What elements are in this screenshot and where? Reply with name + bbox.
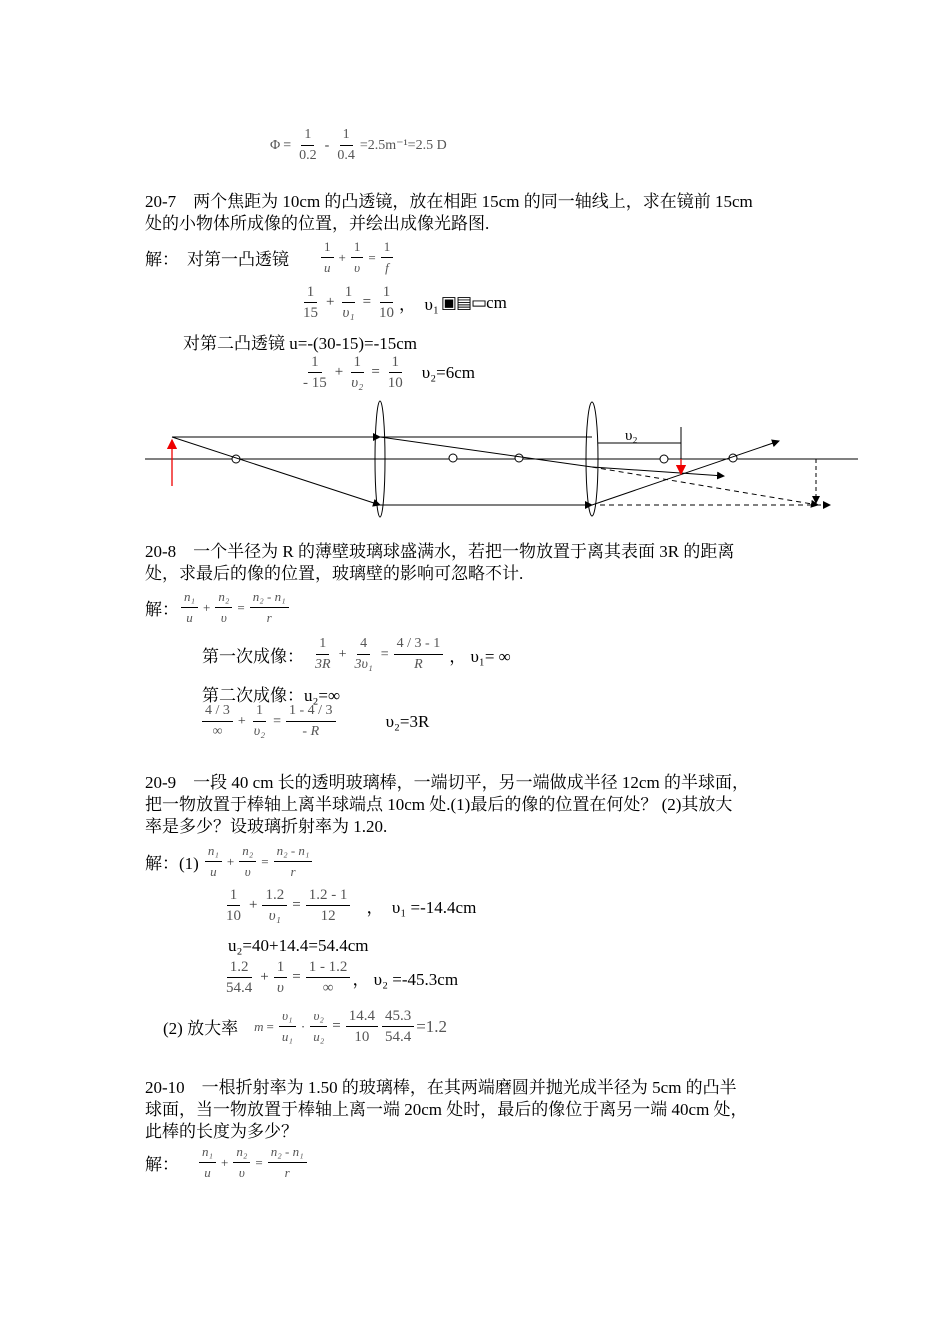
result: =1.2	[416, 1016, 448, 1036]
step-label: 对第一凸透镜	[187, 250, 289, 269]
step-label: 对第二凸透镜 u=-(30-15)=-15cm	[183, 334, 417, 353]
solution-label: 解：	[145, 600, 179, 619]
fraction: $\frac{1}{0.4}$	[337, 127, 355, 163]
result: ， υ₁ =-14.4cm	[366, 898, 477, 917]
solution-label: 解：(1)	[145, 854, 199, 873]
equation-row: $\frac{1}{- 15}$ + $\frac{1}{\text{υ₂}}$ = $\frac{1}{10}$ υ₂=6cm	[303, 354, 475, 391]
solution-row: 解：(1) $\frac{\text{n₁}}{u}$ + $\frac{\text{n₂}}{\upsilon}$ = $\frac{\text{n₂ - n₁}}{r}$	[145, 842, 314, 881]
problem-text: 处，求最后的像的位置，玻璃壁的影响可忽略不计.	[145, 564, 524, 583]
problem-text: 20-7 两个焦距为 10cm 的凸透镜，放在相距 15cm 的同一轴线上，求在镜前 15cm	[145, 192, 753, 211]
ray	[380, 437, 592, 467]
solution-row	[145, 238, 395, 277]
result: =2.5m⁻¹=2.5 D	[359, 138, 447, 153]
phi-symbol: Φ	[270, 137, 281, 153]
focal-point	[515, 454, 523, 462]
focal-point	[660, 455, 668, 463]
minus: -	[324, 137, 330, 153]
ray-diagram	[0, 395, 950, 525]
result: ， υ₁	[399, 295, 439, 314]
result: υ₂=3R	[385, 711, 430, 731]
problem-text: 20-10 一根折射率为 1.50 的玻璃棒，在其两端磨圆并抛光成半径为 5cm 的凸半	[145, 1078, 737, 1097]
phi-equation	[270, 126, 447, 165]
equation-row: $\frac{1.2}{54.4}$ + $\frac{1}{\upsilon}$ = $\frac{1 - 1.2}{\infty}$ ， υ₂ =-45.3cm	[226, 959, 459, 996]
ray	[592, 441, 779, 505]
result-unit: cm	[486, 292, 507, 312]
equation-row: 第一次成像： $\frac{1}{3R}$ + $\frac{4}{\text{3υ₁}}$ = $\frac{4 / 3 - 1}{R}$ ， υ₁= ∞	[202, 636, 511, 672]
ray	[172, 437, 380, 505]
equals: =	[283, 137, 292, 153]
garbled-glyphs: ▣▤▭	[440, 292, 487, 312]
problem-text: 球面，当一物放置于棒轴上离一端 20cm 处时，最后的像位于离另一端 40cm 处，	[145, 1100, 748, 1119]
problem-text: 把一物放置于棒轴上离半球端点 10cm 处.(1)最后的像的位置在何处？ (2)其放大	[145, 795, 733, 814]
solution-row: 解： $\frac{\text{n₁}}{u}$ + $\frac{\text{n₂}}{\upsilon}$ = $\frac{\text{n₂ - n₁}}{r}$	[145, 1143, 309, 1182]
fraction: $\frac{1}{0.2}$	[299, 127, 317, 163]
result: υ₂=6cm	[421, 362, 475, 382]
solution-label: 解：	[145, 250, 179, 269]
step-text: u₂=40+14.4=54.4cm	[228, 936, 369, 955]
problem-text: 20-9 一段 40 cm 长的透明玻璃棒，一端切平，另一端做成半径 12cm 的半球面，	[145, 773, 749, 792]
problem-20-8	[145, 541, 815, 585]
problem-20-10	[145, 1077, 815, 1143]
step-label: 第二次成像：u₂=∞	[202, 686, 341, 705]
problem-text: 此棒的长度为多少？	[145, 1122, 298, 1141]
virtual-ray	[592, 467, 818, 505]
result: ， υ₁= ∞	[449, 647, 511, 666]
problem-text: 处的小物体所成像的位置，并绘出成像光路图.	[145, 214, 490, 233]
focal-point	[449, 454, 457, 462]
result: ， υ₂ =-45.3cm	[352, 970, 459, 989]
equation-row: $\frac{1}{15}$ + $\frac{1}{\text{υ₁}}$ = $\frac{1}{10}$ ， υ₁ ▣▤▭ cm	[303, 284, 507, 321]
v2-label: υ₂	[625, 428, 638, 444]
step-label: (2) 放大率	[163, 1019, 239, 1038]
equation-row: $\frac{1}{10}$ + $\frac{1.2}{\text{υ₁}}$ = $\frac{1.2 - 1}{12}$ ， υ₁ =-14.4cm	[226, 887, 477, 924]
equation-row: $\frac{4 / 3}{\infty}$ + $\frac{1}{\text{υ₂}}$ = $\frac{1 - 4 / 3}{- R}$ υ₂=3R	[200, 702, 429, 741]
solution-row: 解： $\frac{\text{n₁}}{u}$ + $\frac{\text{n₂}}{\upsilon}$ = $\frac{\text{n₂ - n₁}}{r}$	[145, 588, 291, 627]
magnification-row: (2) 放大率 m = $\frac{\text{υ₁}}{\text{u₁}}$ · $\frac{\text{υ₂}}{\text{u₂}}$ = $\frac{14.4}{10}$ $\frac{45.3}{54.4}$ =1.2	[163, 1008, 448, 1045]
step-label: 第一次成像：	[202, 647, 304, 666]
problem-text: 20-8 一个半径为 R 的薄壁玻璃球盛满水，若把一物放置于离其表面 3R 的距离	[145, 542, 735, 561]
problem-20-7	[145, 191, 815, 235]
ray	[592, 467, 724, 476]
problem-text: 率是多少？设玻璃折射率为 1.20.	[145, 817, 388, 836]
problem-20-9	[145, 772, 815, 838]
solution-label: 解：	[145, 1155, 179, 1174]
lens-formula: $\frac{1}{u}$ + $\frac{1}{\upsilon}$ = $\frac{1}{f}$	[319, 238, 395, 277]
